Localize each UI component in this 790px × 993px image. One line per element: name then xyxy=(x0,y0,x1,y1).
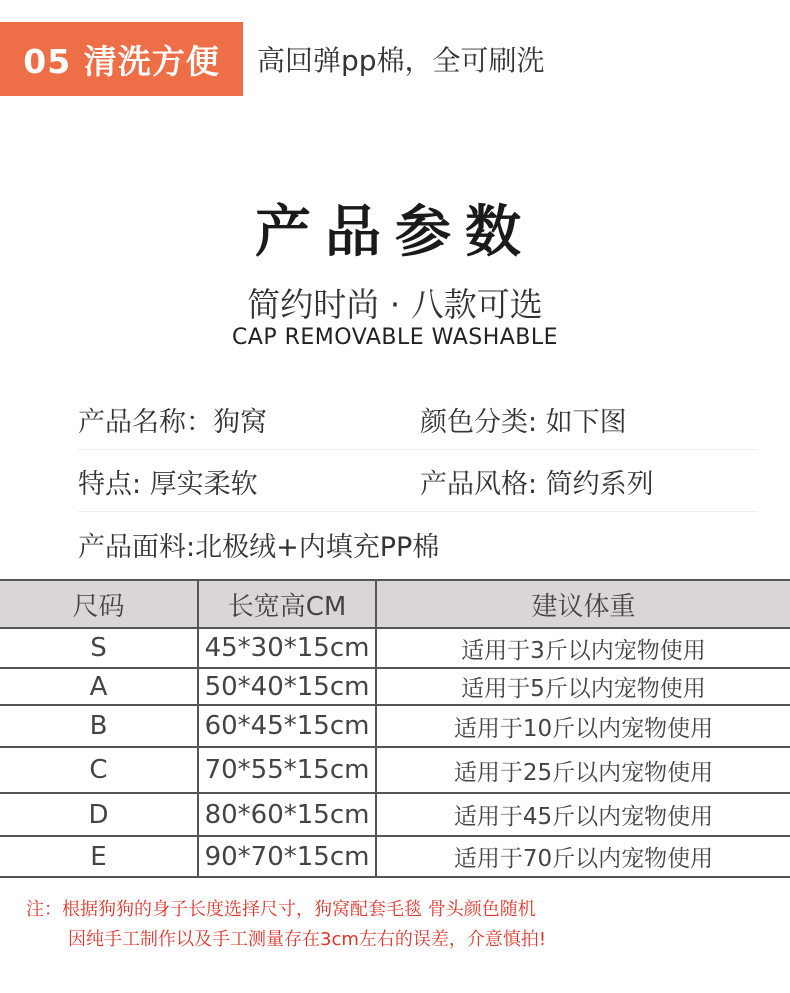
table-row xyxy=(0,628,790,668)
cell-dimensions: 90*70*15cm xyxy=(198,836,376,877)
table-row xyxy=(0,747,790,793)
cell-size: D xyxy=(0,793,198,836)
cell-dimensions: 45*30*15cm xyxy=(198,628,376,668)
cell-weight: 适用于5斤以内宠物使用 xyxy=(376,668,790,705)
header-dimensions: 长宽高CM xyxy=(198,580,376,628)
spec-feature: 特点: 厚实柔软 xyxy=(78,469,258,500)
cell-weight: 适用于25斤以内宠物使用 xyxy=(376,747,790,793)
spec-color: 颜色分类: 如下图 xyxy=(420,407,627,438)
note-line-1: 注：根据狗狗的身子长度选择尺寸，狗窝配套毛毯 骨头颜色随机 xyxy=(26,899,536,920)
cell-size: C xyxy=(0,747,198,793)
cell-dimensions: 70*55*15cm xyxy=(198,747,376,793)
cell-dimensions: 80*60*15cm xyxy=(198,793,376,836)
spec-row-3 xyxy=(78,525,758,575)
section-banner xyxy=(0,22,545,96)
cell-size: A xyxy=(0,668,198,705)
cell-dimensions: 60*45*15cm xyxy=(198,705,376,747)
table-row xyxy=(0,705,790,747)
cell-size: B xyxy=(0,705,198,747)
table-row xyxy=(0,793,790,836)
spec-product-name: 产品名称：狗窝 xyxy=(78,407,267,438)
page-subtitle-en: CAP REMOVABLE WASHABLE xyxy=(231,325,559,350)
size-table xyxy=(0,579,790,878)
spec-row-1 xyxy=(78,400,758,450)
cell-size: S xyxy=(0,628,198,668)
header-weight: 建议体重 xyxy=(376,580,790,628)
size-note xyxy=(26,895,766,955)
size-table-header xyxy=(0,580,790,628)
page-subtitle: 简约时尚 · 八款可选 xyxy=(247,285,543,324)
table-row xyxy=(0,836,790,877)
spec-style: 产品风格: 简约系列 xyxy=(420,469,654,500)
note-line-2: 因纯手工制作以及手工测量存在3cm左右的误差，介意慎拍! xyxy=(68,929,547,950)
cell-weight: 适用于3斤以内宠物使用 xyxy=(376,628,790,668)
cell-weight: 适用于10斤以内宠物使用 xyxy=(376,705,790,747)
header-size: 尺码 xyxy=(0,580,198,628)
section-badge: 05 清洗方便 xyxy=(0,22,243,96)
spec-material: 产品面料:北极绒+内填充PP棉 xyxy=(78,532,440,563)
cell-weight: 适用于70斤以内宠物使用 xyxy=(376,836,790,877)
page-title: 产品参数 xyxy=(255,200,535,265)
cell-dimensions: 50*40*15cm xyxy=(198,668,376,705)
cell-size: E xyxy=(0,836,198,877)
spec-row-2 xyxy=(78,462,758,512)
banner-subtitle: 高回弹pp棉，全可刷洗 xyxy=(257,44,545,77)
table-row xyxy=(0,668,790,705)
cell-weight: 适用于45斤以内宠物使用 xyxy=(376,793,790,836)
